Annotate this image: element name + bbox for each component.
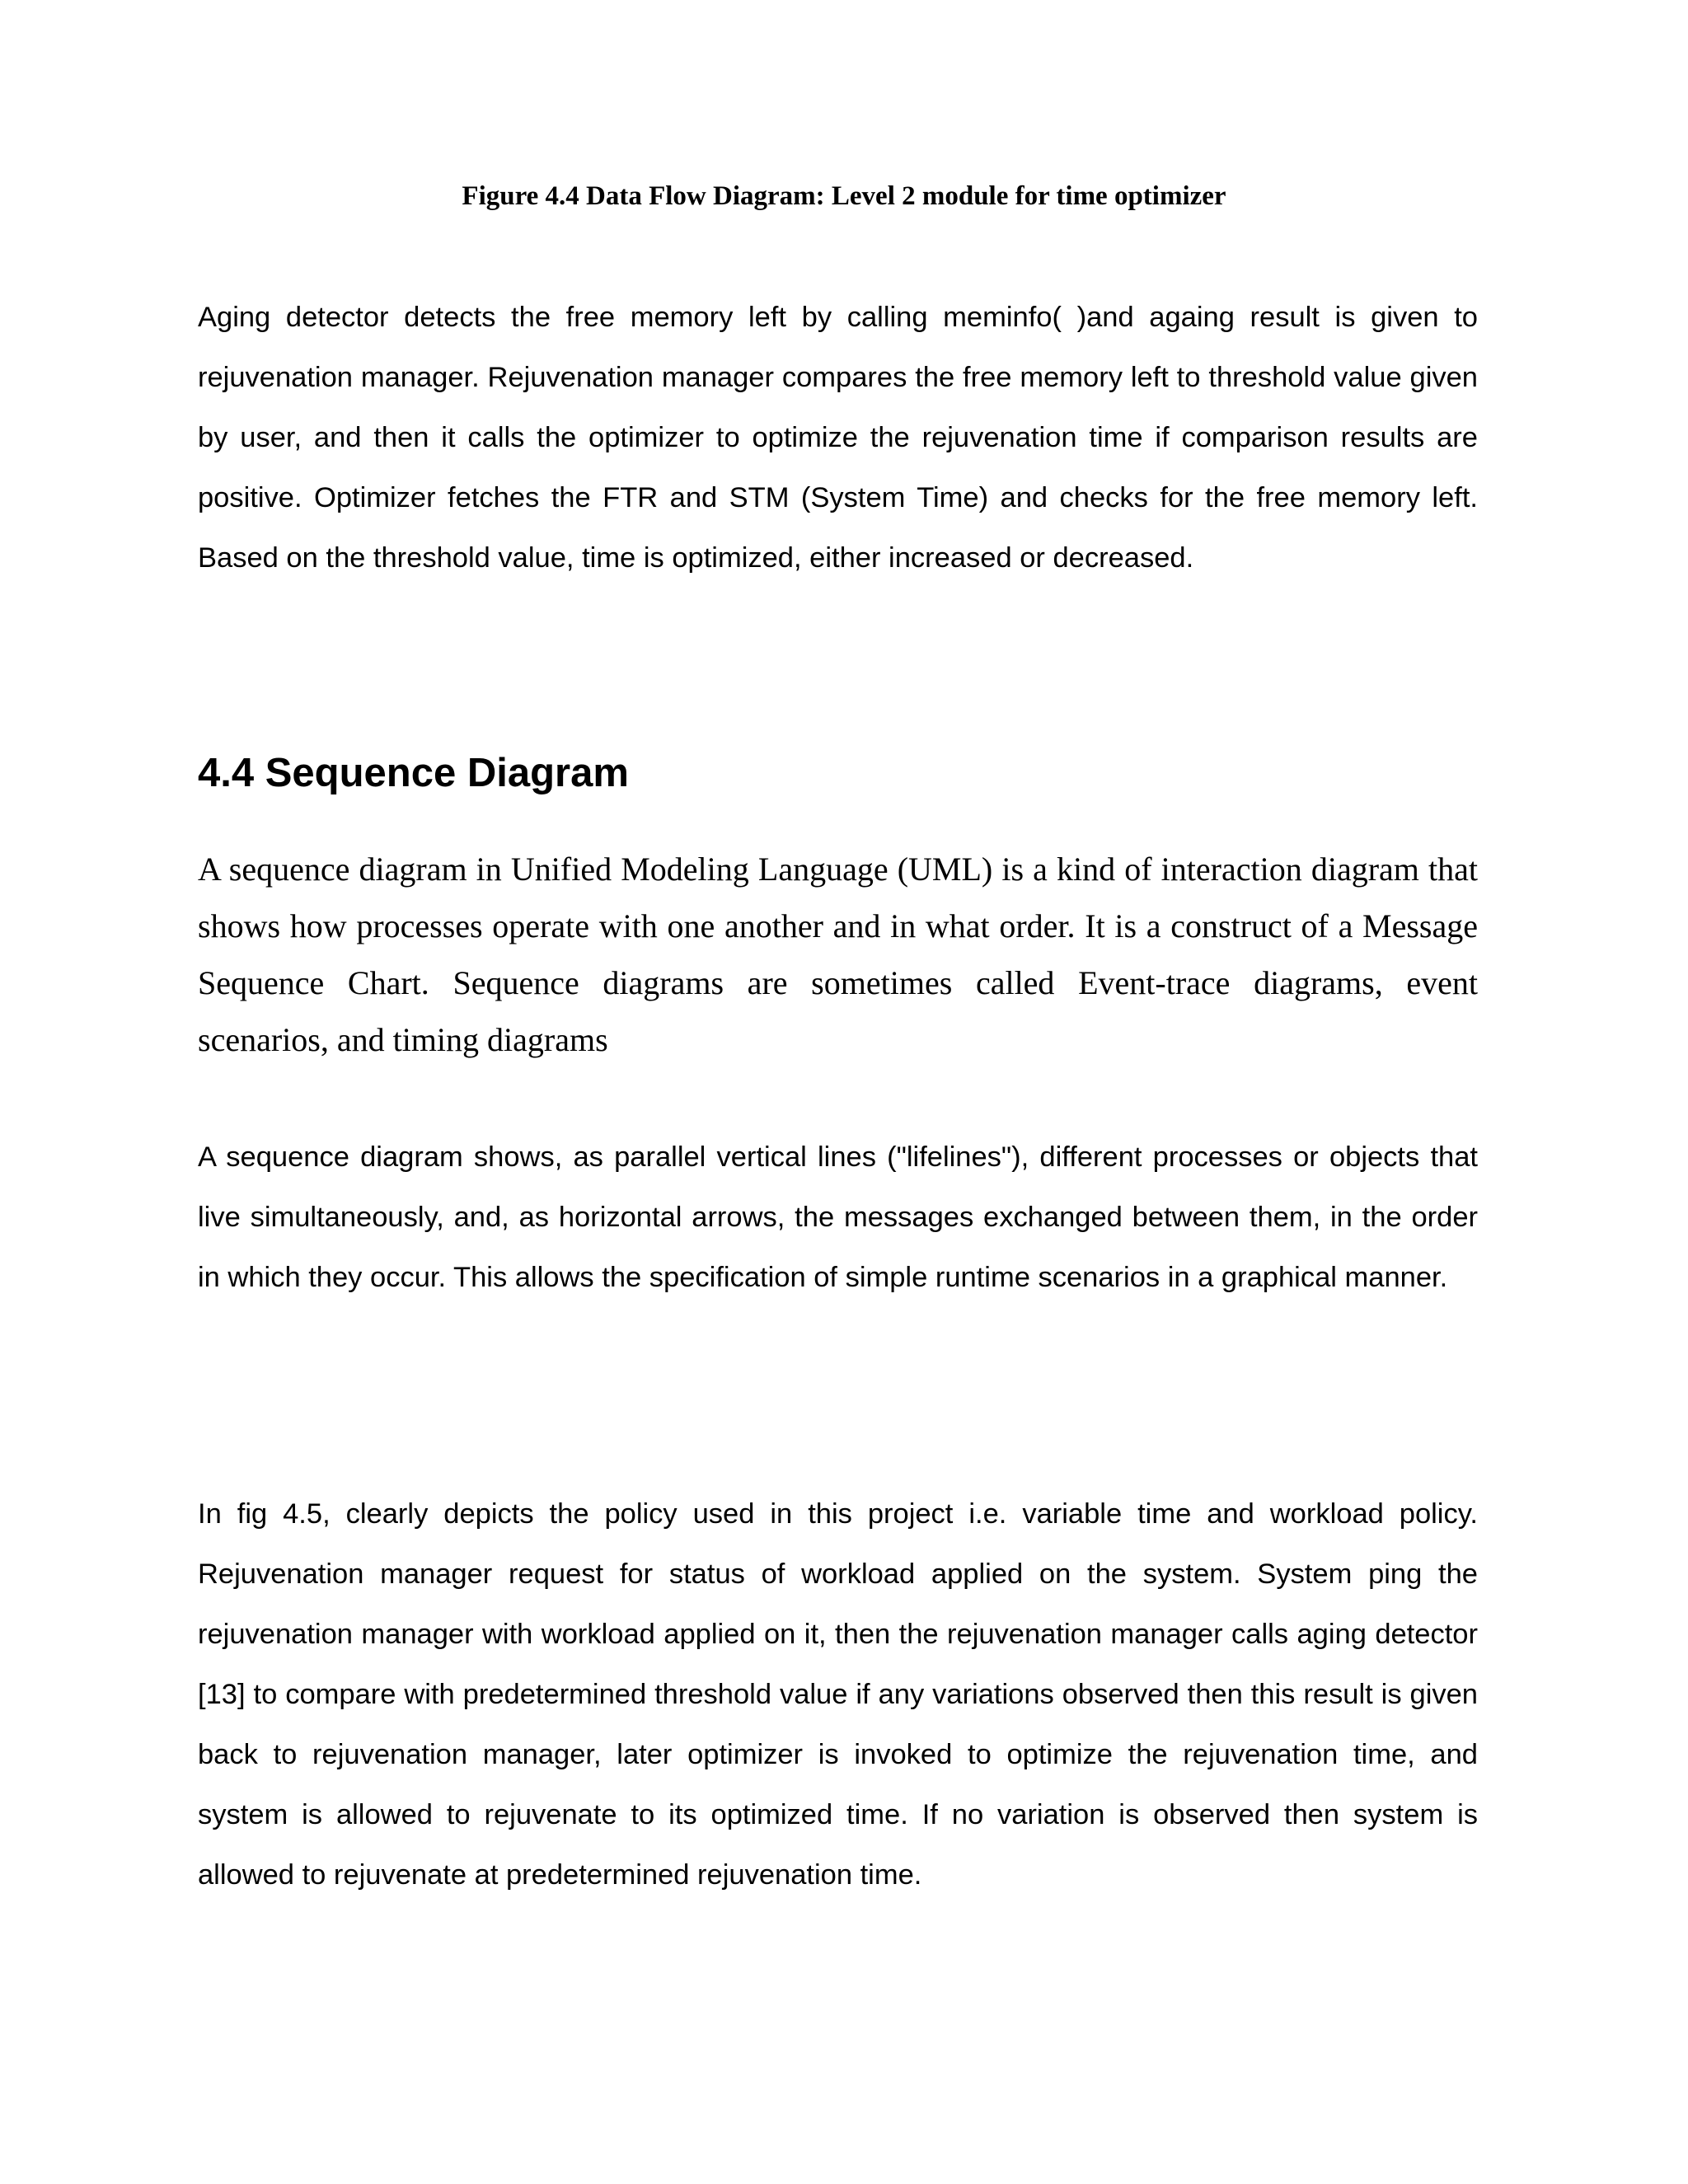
section-heading: 4.4 Sequence Diagram bbox=[198, 751, 629, 795]
figure-caption: Figure 4.4 Data Flow Diagram: Level 2 module for time optimizer bbox=[462, 181, 1226, 211]
paragraph-aging-detector: Aging detector detects the free memory left by calling meminfo( )and againg result is given to rejuvenation manager. Rejuvenation manager compares the free memory left to threshold value given by user, and then it calls the optimizer to optimize the rejuvenation time if comparison results are positive. Optimizer fetches the FTR and STM (System Time) and checks for the free memory left. Based on the threshold value, time is optimized, either increased or decreased. bbox=[198, 302, 1478, 574]
paragraph-sequence-definition: A sequence diagram in Unified Modeling Language (UML) is a kind of interaction diagram that shows how processes operate with one another and in what order. It is a construct of a Message Sequence Chart. Sequence diagrams are sometimes called Event-trace diagrams, event scenarios, and timing diagrams bbox=[198, 851, 1478, 1058]
paragraph-fig-4-5: In fig 4.5, clearly depicts the policy used in this project i.e. variable time and workload policy. Rejuvenation manager request for status of workload applied on the system. System ping the rejuvenation manager with workload applied on it, then the rejuvenation manager calls aging detector [13] to compare with predetermined threshold value if any variations observed then this result is given back to rejuvenation manager, later optimizer is invoked to optimize the rejuvenation time, and system is allowed to rejuvenate to its optimized time. If no variation is observed then system is allowed to rejuvenate at predetermined rejuvenation time. bbox=[198, 1498, 1478, 1891]
paragraph-lifelines: A sequence diagram shows, as parallel vertical lines ("lifelines"), different processes or objects that live simultaneously, and, as horizontal arrows, the messages exchanged between them, in the order in which they occur. This allows the specification of simple runtime scenarios in a graphical manner. bbox=[198, 1141, 1478, 1293]
